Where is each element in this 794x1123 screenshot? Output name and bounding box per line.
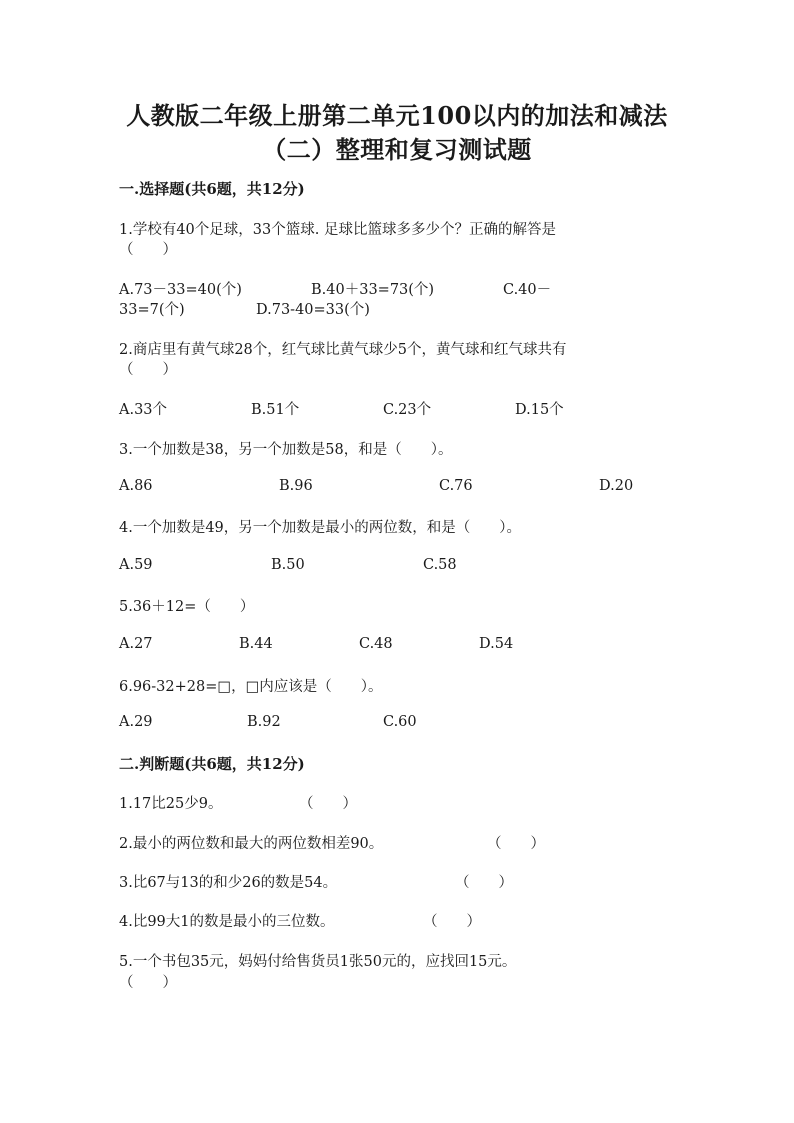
judgement-4-stem: 4.比99大1的数是最小的三位数。 [119,914,335,930]
page-title-line-1: 人教版二年级上册第二单元100以内的加法和减法 [126,101,668,130]
question-2-option-d: D.15个 [515,402,564,418]
judgement-4-blank: （ ） [423,914,481,930]
question-6-stem: 6.96-32+28=□，□内应该是（ ）。 [119,679,383,695]
question-3-option-a: A.86 [119,478,153,494]
judgement-2-stem: 2.最小的两位数和最大的两位数相差90。 [119,836,384,852]
question-2-option-c: C.23个 [383,402,432,418]
question-4-stem: 4.一个加数是49，另一个加数是最小的两位数，和是（ ）。 [119,520,522,536]
page-title-line-2: （二）整理和复习测试题 [262,135,532,164]
question-1-option-c: C.40－ [503,282,552,298]
section-header-judgement: 二.判断题(共6题，共12分) [119,755,305,773]
question-1-stem: 1.学校有40个足球，33个篮球. 足球比篮球多多少个？正确的解答是 [119,222,556,238]
judgement-3-stem: 3.比67与13的和少26的数是54。 [119,875,338,891]
question-1-option-c-cont: 33=7(个) [119,302,185,318]
question-4-option-b: B.50 [271,557,305,573]
question-6-option-a: A.29 [119,714,153,730]
question-1-option-a: A.73－33=40(个) [119,282,242,298]
question-1-blank: （ ） [119,242,177,258]
judgement-5-blank: （ ） [119,975,177,991]
section-header-choice: 一.选择题(共6题，共12分) [119,180,305,198]
question-1-option-b: B.40＋33=73(个) [311,282,435,298]
question-6-option-b: B.92 [247,714,281,730]
question-2-option-b: B.51个 [251,402,300,418]
question-2-blank: （ ） [119,362,177,378]
judgement-5-stem: 5.一个书包35元，妈妈付给售货员1张50元的，应找回15元。 [119,954,517,970]
question-5-option-d: D.54 [479,636,514,652]
question-3-option-c: C.76 [439,478,473,494]
judgement-1-blank: （ ） [299,796,357,812]
question-5-option-c: C.48 [359,636,393,652]
question-2-stem: 2.商店里有黄气球28个，红气球比黄气球少5个，黄气球和红气球共有 [119,342,567,358]
question-3-option-d: D.20 [599,478,634,494]
question-4-option-a: A.59 [119,557,153,573]
question-4-option-c: C.58 [423,557,457,573]
judgement-3-blank: （ ） [455,875,513,891]
question-5-stem: 5.36＋12=（ ） [119,599,255,615]
question-3-option-b: B.96 [279,478,313,494]
question-6-option-c: C.60 [383,714,417,730]
question-1-option-d: D.73-40=33(个) [256,302,370,318]
judgement-1-stem: 1.17比25少9。 [119,796,223,812]
question-5-option-b: B.44 [239,636,273,652]
question-5-option-a: A.27 [119,636,153,652]
judgement-2-blank: （ ） [487,836,545,852]
question-2-option-a: A.33个 [119,402,168,418]
question-3-stem: 3.一个加数是38，另一个加数是58，和是（ ）。 [119,442,453,458]
